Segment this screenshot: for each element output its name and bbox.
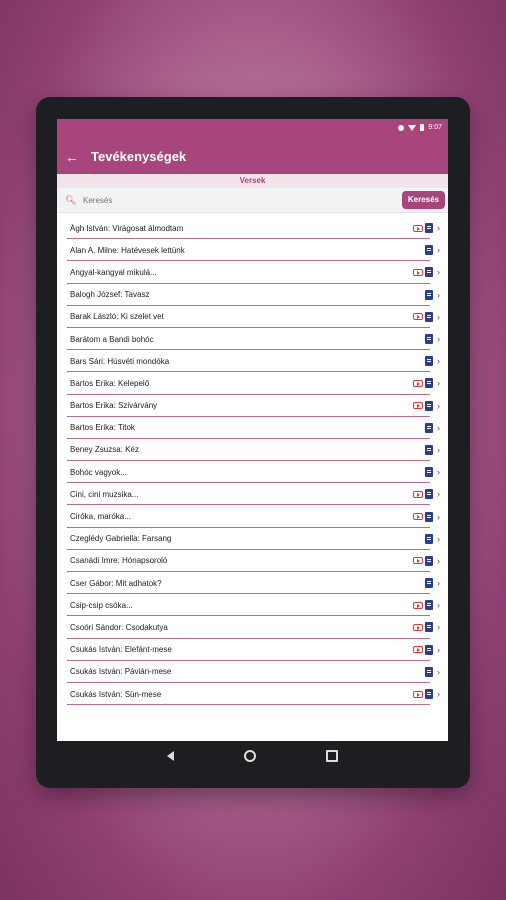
list-item[interactable]	[57, 528, 448, 550]
media-icons	[425, 245, 433, 255]
youtube-icon	[413, 402, 423, 409]
media-icons	[413, 312, 433, 322]
media-icons	[413, 689, 433, 699]
section-title: Versek	[57, 174, 448, 188]
list-item-label: Barak László: Ki szelet vet	[70, 312, 164, 322]
list-item[interactable]	[57, 661, 448, 683]
list-item[interactable]	[57, 594, 448, 616]
list-item-label: Czeglédy Gabriella: Farsang	[70, 534, 172, 544]
media-icons	[413, 489, 433, 499]
chevron-right-icon: ›	[437, 555, 440, 566]
youtube-icon	[413, 380, 423, 387]
list-item-label: Ágh István: Virágosat álmodtam	[70, 223, 184, 233]
list-item[interactable]	[57, 372, 448, 394]
list-item[interactable]	[57, 439, 448, 461]
document-icon	[425, 578, 433, 588]
document-icon	[425, 245, 433, 255]
list-item-label: Alan A. Milne: Hatévesek lettünk	[70, 245, 185, 255]
status-bar	[57, 119, 448, 139]
list-item-label: Bohóc vagyok...	[70, 467, 127, 477]
list-item-label: Csukás István: Elefánt-mese	[70, 645, 172, 655]
media-icons	[425, 290, 433, 300]
youtube-icon	[413, 691, 423, 698]
settings-icon	[398, 125, 404, 131]
media-icons	[413, 267, 433, 277]
list-item-label: Csoóri Sándor: Csodakutya	[70, 622, 168, 632]
youtube-icon	[413, 602, 423, 609]
list-item[interactable]	[57, 239, 448, 261]
document-icon	[425, 645, 433, 655]
document-icon	[425, 334, 433, 344]
media-icons	[425, 356, 433, 366]
list-item[interactable]	[57, 217, 448, 239]
list-item[interactable]	[57, 328, 448, 350]
media-icons	[425, 467, 433, 477]
document-icon	[425, 667, 433, 677]
search-input[interactable]	[79, 196, 387, 205]
list-item[interactable]	[57, 261, 448, 283]
list-item[interactable]	[57, 306, 448, 328]
list-item-label: Cini, cini muzsika...	[70, 489, 139, 499]
chevron-right-icon: ›	[437, 689, 440, 700]
media-icons	[425, 423, 433, 433]
youtube-icon	[413, 313, 423, 320]
chevron-right-icon: ›	[437, 533, 440, 544]
media-icons	[413, 556, 433, 566]
document-icon	[425, 689, 433, 699]
chevron-right-icon: ›	[437, 422, 440, 433]
youtube-icon	[413, 557, 423, 564]
youtube-icon	[413, 513, 423, 520]
document-icon	[425, 467, 433, 477]
list-item-label: Barátom a Bandi bohóc	[70, 334, 154, 344]
chevron-right-icon: ›	[437, 311, 440, 322]
chevron-right-icon: ›	[437, 622, 440, 633]
status-icons	[398, 124, 442, 131]
document-icon	[425, 267, 433, 277]
media-icons	[413, 622, 433, 632]
document-icon	[425, 445, 433, 455]
page-title: Tevékenységek	[91, 149, 187, 164]
search-bar	[57, 188, 448, 213]
list-item[interactable]	[57, 639, 448, 661]
nav-back-icon[interactable]	[167, 751, 174, 761]
list-item[interactable]	[57, 350, 448, 372]
chevron-right-icon: ›	[437, 245, 440, 256]
youtube-icon	[413, 646, 423, 653]
document-icon	[425, 223, 433, 233]
list-item[interactable]	[57, 417, 448, 439]
media-icons	[413, 223, 433, 233]
youtube-icon	[413, 269, 423, 276]
list-item-label: Angyal-kangyal mikulá...	[70, 267, 157, 277]
chevron-right-icon: ›	[437, 378, 440, 389]
list-item[interactable]	[57, 572, 448, 594]
document-icon	[425, 556, 433, 566]
chevron-right-icon: ›	[437, 489, 440, 500]
nav-recent-icon[interactable]	[326, 750, 338, 762]
list-item-label: Csip-csip csóka...	[70, 600, 133, 610]
media-icons	[413, 600, 433, 610]
chevron-right-icon: ›	[437, 267, 440, 278]
wifi-icon	[408, 125, 416, 131]
list-item[interactable]	[57, 616, 448, 638]
list-item[interactable]	[57, 395, 448, 417]
document-icon	[425, 423, 433, 433]
chevron-right-icon: ›	[437, 644, 440, 655]
chevron-right-icon: ›	[437, 578, 440, 589]
document-icon	[425, 312, 433, 322]
list-item-label: Balogh József: Tavasz	[70, 290, 150, 300]
media-icons	[425, 534, 433, 544]
media-icons	[413, 378, 433, 388]
list-item[interactable]	[57, 550, 448, 572]
list-item[interactable]	[57, 483, 448, 505]
document-icon	[425, 600, 433, 610]
list-item[interactable]	[57, 461, 448, 483]
list-item-label: Cser Gábor: Mit adhatok?	[70, 578, 162, 588]
document-icon	[425, 401, 433, 411]
list-item-label: Bartos Erika: Titok	[70, 423, 135, 433]
chevron-right-icon: ›	[437, 334, 440, 345]
list-item-label: Beney Zsuzsa: Kéz	[70, 445, 139, 455]
system-nav-bar	[57, 741, 448, 771]
media-icons	[425, 334, 433, 344]
list-item-label: Csanádi Imre: Hónapsoroló	[70, 556, 168, 566]
status-time: 9:07	[428, 124, 442, 131]
activity-list	[57, 213, 448, 705]
media-icons	[425, 667, 433, 677]
list-item[interactable]	[57, 284, 448, 306]
nav-home-icon[interactable]	[244, 750, 256, 762]
chevron-right-icon: ›	[437, 600, 440, 611]
list-item[interactable]	[57, 683, 448, 705]
search-button[interactable]: Keresés	[402, 191, 445, 209]
document-icon	[425, 489, 433, 499]
search-icon: 🔍︎	[65, 194, 77, 205]
app-bar	[57, 139, 448, 174]
document-icon	[425, 290, 433, 300]
app-screen	[57, 119, 448, 741]
chevron-right-icon: ›	[437, 666, 440, 677]
media-icons	[413, 401, 433, 411]
youtube-icon	[413, 225, 423, 232]
document-icon	[425, 512, 433, 522]
media-icons	[425, 445, 433, 455]
list-item-label: Bars Sári: Húsvéti mondóka	[70, 356, 170, 366]
chevron-right-icon: ›	[437, 289, 440, 300]
chevron-right-icon: ›	[437, 400, 440, 411]
youtube-icon	[413, 491, 423, 498]
arrow-left-icon[interactable]: ←	[65, 148, 79, 165]
chevron-right-icon: ›	[437, 444, 440, 455]
media-icons	[413, 512, 433, 522]
chevron-right-icon: ›	[437, 511, 440, 522]
document-icon	[425, 622, 433, 632]
media-icons	[413, 645, 433, 655]
chevron-right-icon: ›	[437, 356, 440, 367]
list-item[interactable]	[57, 505, 448, 527]
document-icon	[425, 378, 433, 388]
battery-icon	[420, 124, 424, 131]
list-item-label: Cirókа, marókа...	[70, 512, 131, 522]
list-item-label: Bartos Erika: Szivárvány	[70, 401, 158, 411]
document-icon	[425, 534, 433, 544]
media-icons	[425, 578, 433, 588]
youtube-icon	[413, 624, 423, 631]
list-item-label: Csukás István: Pávián-mese	[70, 667, 172, 677]
list-item-label: Bartos Erika: Kelepelő	[70, 378, 150, 388]
chevron-right-icon: ›	[437, 467, 440, 478]
document-icon	[425, 356, 433, 366]
list-item-label: Csukás István: Sün-mese	[70, 689, 162, 699]
chevron-right-icon: ›	[437, 223, 440, 234]
